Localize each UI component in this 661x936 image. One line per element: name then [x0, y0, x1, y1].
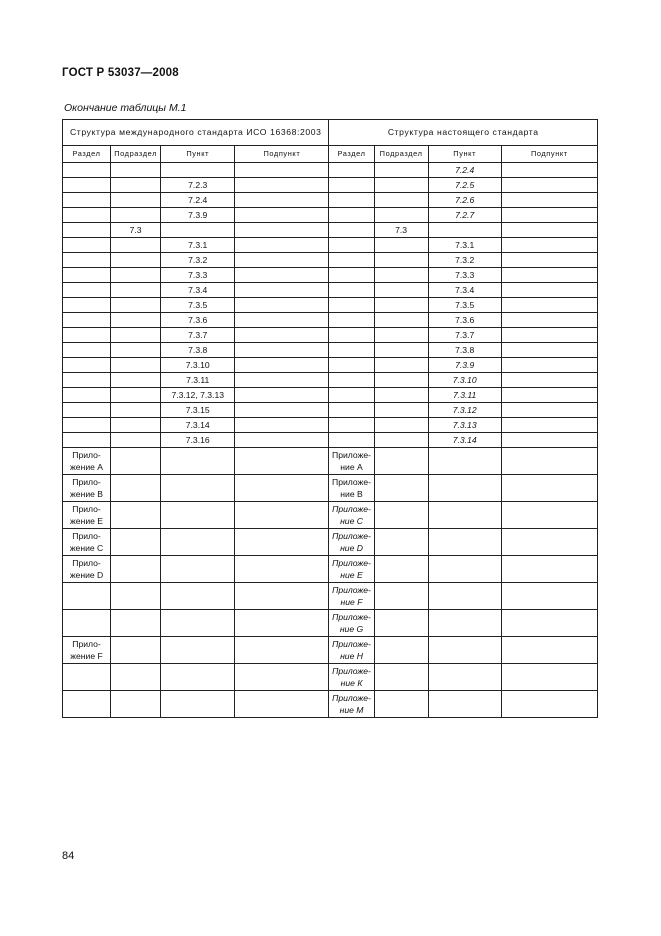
table-cell [63, 343, 111, 358]
table-cell [63, 373, 111, 388]
table-cell [235, 475, 329, 502]
table-cell [329, 163, 374, 178]
table-row [63, 418, 598, 433]
table-cell [374, 610, 428, 637]
table-cell [63, 388, 111, 403]
table-cell [374, 691, 428, 718]
table-cell [501, 502, 597, 529]
table-row [63, 475, 598, 502]
table-cell [63, 433, 111, 448]
table-cell [501, 343, 597, 358]
table-cell [161, 163, 235, 178]
table-cell: Прило- жение С [63, 529, 111, 556]
table-row [63, 238, 598, 253]
table-cell: 7.3.11 [161, 373, 235, 388]
table-cell [374, 448, 428, 475]
table-cell [63, 268, 111, 283]
table-cell [111, 502, 161, 529]
table-cell [428, 448, 501, 475]
table-cell: 7.2.5 [428, 178, 501, 193]
table-cell [329, 253, 374, 268]
table-row [63, 223, 598, 238]
table-cell [329, 283, 374, 298]
table-cell [374, 238, 428, 253]
table-cell [374, 475, 428, 502]
table-cell: Прило- жение А [63, 448, 111, 475]
table-cell: 7.3.10 [428, 373, 501, 388]
table-cell [111, 253, 161, 268]
table-cell: Прило- жение В [63, 475, 111, 502]
table-cell [374, 664, 428, 691]
table-cell [501, 529, 597, 556]
table-cell [501, 637, 597, 664]
table-cell [235, 448, 329, 475]
table-cell: 7.3.1 [161, 238, 235, 253]
table-cell [501, 556, 597, 583]
table-cell [501, 268, 597, 283]
table-cell: Приложе- ние В [329, 475, 374, 502]
table-cell [428, 223, 501, 238]
table-cell [501, 163, 597, 178]
table-cell [235, 298, 329, 313]
table-cell [111, 283, 161, 298]
table-cell [374, 268, 428, 283]
table-cell [63, 193, 111, 208]
column-header: Раздел [63, 146, 111, 163]
table-cell [329, 208, 374, 223]
table-cell [428, 664, 501, 691]
table-cell [374, 253, 428, 268]
table-cell [235, 253, 329, 268]
table-cell [501, 178, 597, 193]
table-cell [501, 298, 597, 313]
table-cell [111, 268, 161, 283]
table-row [63, 502, 598, 529]
table-cell [374, 313, 428, 328]
table-row [63, 373, 598, 388]
table-cell: 7.3 [111, 223, 161, 238]
table-cell [111, 238, 161, 253]
table-cell: Приложе- ние F [329, 583, 374, 610]
table-cell: Приложе- ние D [329, 529, 374, 556]
table-cell [501, 328, 597, 343]
table-cell [428, 583, 501, 610]
table-cell [63, 691, 111, 718]
column-header: Пункт [428, 146, 501, 163]
table-cell [329, 238, 374, 253]
table-cell: 7.2.3 [161, 178, 235, 193]
table-cell [329, 343, 374, 358]
table-cell: 7.2.6 [428, 193, 501, 208]
table-cell: 7.3.4 [428, 283, 501, 298]
table-cell [63, 418, 111, 433]
table-cell: 7.3.10 [161, 358, 235, 373]
table-cell [63, 583, 111, 610]
table-cell: 7.3.2 [428, 253, 501, 268]
table-row [63, 343, 598, 358]
table-cell [161, 610, 235, 637]
table-cell: 7.3.5 [428, 298, 501, 313]
table-cell: 7.3 [374, 223, 428, 238]
table-cell [111, 637, 161, 664]
table-cell [329, 178, 374, 193]
table-cell [329, 433, 374, 448]
table-cell [501, 433, 597, 448]
table-cell [428, 556, 501, 583]
table-cell [374, 583, 428, 610]
table-row [63, 193, 598, 208]
table-cell [63, 610, 111, 637]
table-cell [111, 418, 161, 433]
table-cell [501, 610, 597, 637]
table-cell [374, 418, 428, 433]
table-cell [428, 637, 501, 664]
table-cell: Приложе- ние Е [329, 556, 374, 583]
table-cell [374, 283, 428, 298]
table-cell: 7.2.4 [428, 163, 501, 178]
table-cell [428, 691, 501, 718]
table-cell [374, 298, 428, 313]
table-cell [161, 637, 235, 664]
table-cell [111, 343, 161, 358]
column-header: Подпункт [235, 146, 329, 163]
table-cell: 7.3.15 [161, 403, 235, 418]
table-row [63, 664, 598, 691]
table-cell: 7.3.16 [161, 433, 235, 448]
table-cell [329, 418, 374, 433]
group-header-international: Структура международного стандарта ИСО 16368:2003 [63, 120, 329, 146]
table-row [63, 328, 598, 343]
table-cell [111, 403, 161, 418]
table-cell [374, 388, 428, 403]
table-cell: 7.3.4 [161, 283, 235, 298]
table-cell [374, 373, 428, 388]
table-cell [428, 529, 501, 556]
document-header: ГОСТ Р 53037—2008 [62, 67, 179, 79]
table-cell: 7.3.8 [428, 343, 501, 358]
table-row [63, 448, 598, 475]
table-cell [161, 556, 235, 583]
table-body [63, 163, 598, 718]
table-cell [63, 403, 111, 418]
table-cell: Приложе- ние С [329, 502, 374, 529]
table-cell [161, 475, 235, 502]
table-cell [235, 283, 329, 298]
table-cell [428, 475, 501, 502]
table-cell [63, 328, 111, 343]
table-row [63, 178, 598, 193]
table-cell [161, 448, 235, 475]
table-cell [235, 691, 329, 718]
table-cell [374, 193, 428, 208]
table-cell [235, 556, 329, 583]
table-cell [63, 178, 111, 193]
group-header-national: Структура настоящего стандарта [329, 120, 598, 146]
table-cell [501, 388, 597, 403]
table-row [63, 637, 598, 664]
table-cell: 7.2.7 [428, 208, 501, 223]
table-cell [235, 328, 329, 343]
table-cell [374, 502, 428, 529]
table-cell [235, 313, 329, 328]
table-row [63, 163, 598, 178]
table-cell [501, 193, 597, 208]
table-cell [111, 583, 161, 610]
table-cell [329, 373, 374, 388]
table-cell [63, 163, 111, 178]
table-cell: Прило- жение Е [63, 502, 111, 529]
table-cell [111, 358, 161, 373]
table-cell [374, 208, 428, 223]
table-row [63, 253, 598, 268]
table-cell: 7.3.3 [428, 268, 501, 283]
table-cell [235, 664, 329, 691]
table-cell [111, 328, 161, 343]
table-row [63, 313, 598, 328]
table-cell: Приложе- ние К [329, 664, 374, 691]
table-caption: Окончание таблицы М.1 [64, 102, 187, 114]
table-cell: 7.3.2 [161, 253, 235, 268]
table-cell [374, 358, 428, 373]
table-cell [374, 529, 428, 556]
table-cell: 7.3.9 [161, 208, 235, 223]
column-header: Подпункт [501, 146, 597, 163]
table-cell [235, 193, 329, 208]
table-cell [374, 163, 428, 178]
table-cell [111, 208, 161, 223]
table-cell [329, 268, 374, 283]
table-cell [63, 313, 111, 328]
table-cell [374, 433, 428, 448]
table-cell [111, 691, 161, 718]
table-cell: 7.3.11 [428, 388, 501, 403]
table-cell [235, 637, 329, 664]
table-cell [501, 283, 597, 298]
table-cell [63, 238, 111, 253]
table-cell [501, 373, 597, 388]
table-cell [63, 208, 111, 223]
table-cell [161, 583, 235, 610]
table-cell [111, 664, 161, 691]
table-cell [235, 268, 329, 283]
table-cell [235, 208, 329, 223]
table-cell: Прило- жение D [63, 556, 111, 583]
table-cell [235, 238, 329, 253]
table-cell [111, 433, 161, 448]
table-cell: Приложе- ние Н [329, 637, 374, 664]
table-cell [111, 298, 161, 313]
table-cell [111, 373, 161, 388]
table-cell [235, 178, 329, 193]
table-cell [235, 403, 329, 418]
table-cell [501, 208, 597, 223]
table-cell [501, 253, 597, 268]
table-cell [329, 358, 374, 373]
table-cell [235, 502, 329, 529]
table-cell [235, 388, 329, 403]
table-row [63, 403, 598, 418]
table-cell [63, 664, 111, 691]
table-cell [111, 475, 161, 502]
table-cell [329, 223, 374, 238]
table-cell: 7.3.8 [161, 343, 235, 358]
table-cell [111, 163, 161, 178]
table-cell [329, 403, 374, 418]
table-cell [501, 475, 597, 502]
table-cell: Приложе- ние А [329, 448, 374, 475]
table-cell [111, 529, 161, 556]
table-cell: 7.3.6 [161, 313, 235, 328]
table-row [63, 433, 598, 448]
table-cell [374, 637, 428, 664]
table-cell: 7.3.14 [161, 418, 235, 433]
table-cell [374, 178, 428, 193]
table-row [63, 691, 598, 718]
table-cell [501, 358, 597, 373]
table-cell [63, 298, 111, 313]
table-cell: Приложе- ние G [329, 610, 374, 637]
table-cell [501, 691, 597, 718]
table-row [63, 268, 598, 283]
table-cell [161, 502, 235, 529]
column-header: Раздел [329, 146, 374, 163]
column-header: Подраздел [111, 146, 161, 163]
table-cell [501, 238, 597, 253]
table-cell [63, 283, 111, 298]
table-cell [329, 328, 374, 343]
table-cell [235, 358, 329, 373]
table-cell [63, 223, 111, 238]
table-cell [111, 178, 161, 193]
table-cell [374, 556, 428, 583]
table-row [63, 358, 598, 373]
table-cell [428, 502, 501, 529]
table-cell [235, 343, 329, 358]
table-row [63, 283, 598, 298]
table-cell [374, 328, 428, 343]
table-cell [161, 664, 235, 691]
table-cell [329, 193, 374, 208]
table-cell: Приложе- ние М [329, 691, 374, 718]
table-cell: 7.3.7 [428, 328, 501, 343]
table-cell [111, 448, 161, 475]
table-cell: 7.3.5 [161, 298, 235, 313]
table-cell [501, 403, 597, 418]
table-row [63, 556, 598, 583]
table-cell [63, 253, 111, 268]
table-cell [501, 583, 597, 610]
table-cell: 7.3.1 [428, 238, 501, 253]
table-cell: 7.3.6 [428, 313, 501, 328]
table-cell [235, 583, 329, 610]
table-cell: 7.3.14 [428, 433, 501, 448]
table-cell [111, 610, 161, 637]
table-cell: 7.3.3 [161, 268, 235, 283]
table-cell [161, 529, 235, 556]
comparison-table [62, 119, 598, 718]
column-header: Подраздел [374, 146, 428, 163]
table-cell [501, 448, 597, 475]
table-cell [374, 343, 428, 358]
table-cell: 7.3.7 [161, 328, 235, 343]
table-cell [111, 193, 161, 208]
table-cell [501, 223, 597, 238]
table-cell [111, 388, 161, 403]
table-row [63, 208, 598, 223]
table-cell [235, 529, 329, 556]
column-header: Пункт [161, 146, 235, 163]
table-cell [111, 313, 161, 328]
table-cell [235, 373, 329, 388]
table-cell [161, 691, 235, 718]
table-cell: 7.3.12 [428, 403, 501, 418]
page-number: 84 [62, 850, 75, 862]
table-cell: 7.2.4 [161, 193, 235, 208]
table-row [63, 298, 598, 313]
table-cell [329, 298, 374, 313]
table-cell [374, 403, 428, 418]
table-cell: 7.3.13 [428, 418, 501, 433]
table-cell [501, 664, 597, 691]
table-cell: 7.3.12, 7.3.13 [161, 388, 235, 403]
table-row [63, 529, 598, 556]
table-cell [235, 418, 329, 433]
table-cell [329, 313, 374, 328]
table-row [63, 388, 598, 403]
table-cell [235, 223, 329, 238]
table-cell [161, 223, 235, 238]
table-cell: Прило- жение F [63, 637, 111, 664]
table-cell [501, 418, 597, 433]
table-cell [329, 388, 374, 403]
table-cell [235, 610, 329, 637]
table-cell [63, 358, 111, 373]
table-cell [235, 163, 329, 178]
table-cell [501, 313, 597, 328]
table-row [63, 610, 598, 637]
table-row [63, 583, 598, 610]
table-cell [111, 556, 161, 583]
table-cell [235, 433, 329, 448]
table-cell: 7.3.9 [428, 358, 501, 373]
table-cell [428, 610, 501, 637]
